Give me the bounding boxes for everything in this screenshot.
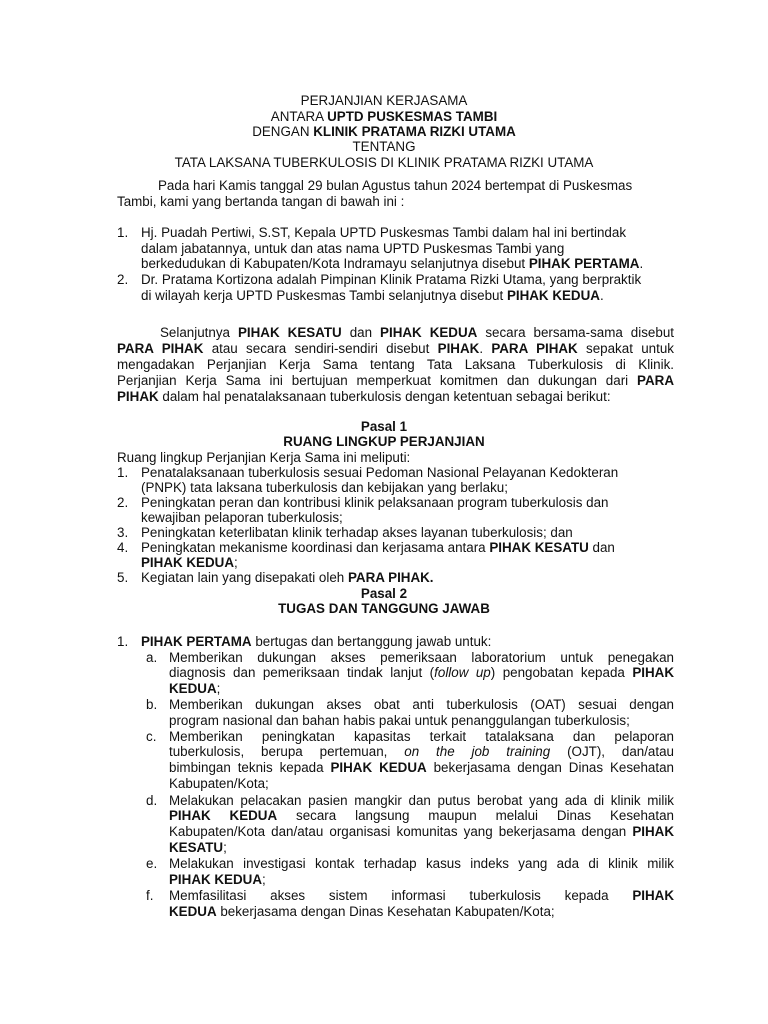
text-run: ; [234,555,238,570]
scope-4-line-1 [141,540,615,556]
text-run: Melakukan investigasi kontak terhadap kasus indeks yang ada di klinik milik [169,856,674,871]
text-run: atau secara sendiri-sendiri disebut [203,341,438,356]
text-run: bekerjasama dengan Dinas Kesehatan Kabupaten/Kota; [216,904,555,919]
text-run: . [479,341,492,356]
text-run: PIHAK KEDUA [506,288,600,303]
scope-2-line-1 [141,495,608,511]
opening-line-2 [117,194,404,210]
duty-b-line-1 [169,697,674,713]
duty-b-line-2 [169,713,630,729]
duty-e-label [146,856,157,872]
text-run: PIHAK KEDUA [380,325,478,340]
pasal-1-intro [117,450,410,466]
text-run: ) pengobatan kepada [490,665,633,680]
text-run: Hj. Puadah Pertiwi, S.ST, Kepala UPTD Puskesmas Tambi dalam hal ini bertindak [141,225,627,240]
text-run: Perjanjian Kerja Sama ini bertujuan memperkuat komitmen dan dukungan dari [117,373,638,388]
pasal-1-subtitle [0,434,768,450]
scope-4-line-2 [141,555,238,571]
text-run: PIHAK [632,824,674,839]
pasal-2-title [0,586,768,602]
text-run: Tambi, kami yang bertanda tangan di bawah ini : [117,194,405,209]
duty-1-number [117,634,128,650]
text-run: PIHAK KEDUA [330,760,427,775]
text-run: Penatalaksanaan tuberkulosis sesuai Pedoman Nasional Pelayanan Kedokteran [141,465,619,480]
duty-c-line-1 [169,729,674,745]
text-run: mengadakan Perjanjian Kerja Sama tentang Tata Laksana Tuberkulosis di Klinik. [117,357,674,372]
text-run: PARA PIHAK. [347,570,434,585]
doc-title-tentang [0,139,768,155]
duty-b-label [146,697,157,713]
text-run: PIHAK PERTAMA [528,256,640,271]
text-run: Melakukan pelacakan pasien mangkir dan putus berobat yang ada di klinik milik [169,793,674,808]
text-run: dalam jabatannya, untuk dan atas nama UPTD Puskesmas Tambi yang [141,241,565,256]
text-run: Selanjutnya [160,325,238,340]
text-run: (PNPK) tata laksana tuberkulosis dan kebijakan yang berlaku; [141,480,508,495]
text-run: TENTANG [352,139,416,154]
text-run: TATA LAKSANA TUBERKULOSIS DI KLINIK PRATAMA RIZKI UTAMA [174,155,594,170]
text-run: Ruang lingkup Perjanjian Kerja Sama ini meliputi: [117,450,411,465]
text-run: a. [146,650,158,665]
text-run: 4. [117,540,129,555]
text-run: KEDUA [169,904,217,919]
text-run: UPTD PUSKESMAS TAMBI [327,109,498,124]
text-run: ; [262,872,266,887]
opening-line-1 [158,178,632,194]
duty-d-line-1 [169,793,674,809]
text-run: 2. [117,495,129,510]
scope-3-number [117,525,128,541]
text-run: (OJT), dan/atau [550,744,674,759]
text-run: kewajiban pelaporan tuberkulosis; [141,510,343,525]
pasal-2-subtitle [0,601,768,617]
party-2-line-2 [141,288,604,304]
text-run: 1. [117,634,129,649]
text-run: bertugas dan bertanggung jawab untuk: [251,634,492,649]
text-run: 5. [117,570,129,585]
text-run: Dr. Pratama Kortizona adalah Pimpinan Klinik Pratama Rizki Utama, yang berpraktik [141,272,642,287]
text-run: PARA PIHAK [117,341,204,356]
doc-title [0,93,768,109]
duty-a-line-3 [169,681,220,697]
text-run: PIHAK KEDUA [169,808,278,823]
text-run: secara bersama-sama disebut [477,325,674,340]
text-run: Memberikan dukungan akses obat anti tuberkulosis (OAT) sesuai dengan [169,697,674,712]
text-run: dalam hal penatalaksanaan tuberkulosis dengan ketentuan sebagai berikut: [158,389,611,404]
text-run: Kabupaten/Kota dan/atau organisasi komunitas yang bekerjasama dengan [169,824,633,839]
scope-1-number [117,465,128,481]
duty-a-line-1 [169,650,674,666]
text-run: PIHAK KEDUA [169,872,262,887]
para2-line-4 [117,373,674,389]
party-2-line-1 [141,272,641,288]
text-run: berkedudukan di Kabupaten/Kota Indramayu selanjutnya disebut [141,256,529,271]
scope-2-line-2 [141,510,343,526]
scope-4-number [117,540,128,556]
duty-c-line-2 [169,744,674,760]
duty-e-line-1 [169,856,674,872]
text-run: c. [146,729,157,744]
text-run: Pasal 2 [360,586,408,601]
text-run: . [599,288,604,303]
scope-1-line-2 [141,480,508,496]
doc-title-dengan [0,124,768,140]
text-run: ; [216,681,221,696]
text-run: Memberikan peningkatan kapasitas terkait tatalaksana dan pelaporan [169,729,674,744]
scope-5-line-1 [141,570,434,586]
text-run: b. [146,697,158,712]
text-run: PIHAK KESATU [237,325,342,340]
text-run: PIHAK KEDUA [141,555,234,570]
duty-c-line-3 [169,760,674,776]
text-run: di wilayah kerja UPTD Puskesmas Tambi selanjutnya disebut [141,288,507,303]
text-run: PARA PIHAK [491,341,578,356]
text-run: program nasional dan bahan habis pakai untuk penanggulangan tuberkulosis; [169,713,630,728]
scope-3-line-1 [141,525,573,541]
text-run: Kegiatan lain yang disepakati oleh [141,570,348,585]
text-run: Pada hari Kamis tanggal 29 bulan Agustus tahun 2024 bertempat di Puskesmas [158,178,633,193]
para2-line-5 [117,389,611,405]
text-run: d. [146,793,158,808]
duty-e-line-2 [169,872,266,888]
text-run: KESATU [169,840,224,855]
duty-c-label [146,729,156,745]
text-run: RUANG LINGKUP PERJANJIAN [283,434,485,449]
doc-title-subject [0,155,768,171]
duty-f-line-2 [169,904,555,920]
doc-title-antara [0,109,768,125]
pasal-1-title [0,419,768,435]
text-run: tuberkulosis, berupa pertemuan, [169,744,405,759]
text-run: sepakat untuk [577,341,674,356]
party-1-line-3 [141,256,643,272]
text-run: TUGAS DAN TANGGUNG JAWAB [278,601,490,616]
text-run: 2. [117,272,129,287]
text-run: PIHAK [117,389,159,404]
scope-2-number [117,495,128,511]
text-run: PERJANJIAN KERJASAMA [300,93,468,108]
para2-line-3 [117,357,674,373]
para2-line-2 [117,341,674,357]
text-run: dan [588,540,615,555]
party-1-line-1 [141,225,626,241]
text-run: Pasal 1 [360,419,408,434]
scope-5-number [117,570,128,586]
duty-d-label [146,793,157,809]
text-run: Peningkatan mekanisme koordinasi dan kerjasama antara [141,540,490,555]
text-run: e. [146,856,158,871]
scope-1-line-1 [141,465,618,481]
text-run: dan [341,325,381,340]
para2-line-1 [160,325,674,341]
duty-d-line-4 [169,840,227,856]
text-run: 1. [117,465,129,480]
text-run: f. [146,888,154,903]
duty-f-line-1 [169,888,674,904]
text-run: bimbingan teknis kepada [169,760,331,775]
duty-d-line-2 [169,808,674,824]
duty-a-line-2 [169,665,674,681]
text-run: on the job training [404,744,551,759]
text-run: follow up [434,665,491,680]
text-run: 1. [117,225,129,240]
text-run: Memfasilitasi akses sistem informasi tuberkulosis kepada [169,888,633,903]
duty-c-line-4 [169,776,269,792]
text-run: ANTARA [270,109,328,124]
text-run: PIHAK PERTAMA [141,634,252,649]
text-run: Peningkatan keterlibatan klinik terhadap akses layanan tuberkulosis; dan [141,525,573,540]
party-1-line-2 [141,241,564,257]
party-1-number [117,225,128,241]
duty-a-label [146,650,157,666]
text-run: ; [223,840,227,855]
text-run: DENGAN [252,124,314,139]
text-run: 3. [117,525,129,540]
text-run: Memberikan dukungan akses pemeriksaan laboratorium untuk penegakan [169,650,674,665]
text-run: Kabupaten/Kota; [169,776,269,791]
text-run: KLINIK PRATAMA RIZKI UTAMA [313,124,516,139]
text-run: bekerjasama dengan Dinas Kesehatan [426,760,674,775]
text-run: secara langsung maupun melalui Dinas Kesehatan [277,808,674,823]
text-run: diagnosis dan pemeriksaan tindak lanjut ( [169,665,435,680]
party-2-number [117,272,128,288]
text-run: PIHAK KESATU [489,540,589,555]
text-run: PIHAK [437,341,480,356]
text-run: Peningkatan peran dan kontribusi klinik pelaksanaan program tuberkulosis dan [141,495,609,510]
text-run: . [639,256,644,271]
duty-f-label [146,888,153,904]
text-run: PIHAK [632,665,674,680]
text-run: PIHAK [632,888,674,903]
duty-1-heading [141,634,491,650]
duty-d-line-3 [169,824,674,840]
text-run: PARA [637,373,674,388]
text-run: KEDUA [169,681,217,696]
